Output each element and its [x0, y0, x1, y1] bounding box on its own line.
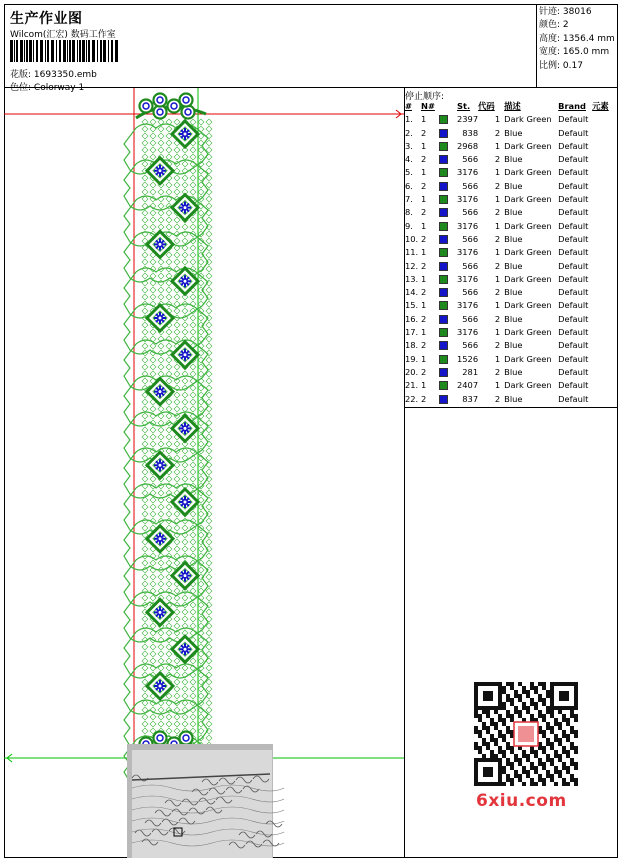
row-stitches: 838 [462, 127, 479, 138]
row-needle: 2 [421, 287, 427, 298]
row-stitches: 566 [462, 207, 479, 218]
row-element [592, 286, 617, 299]
row-brand: Default [558, 154, 589, 165]
row-element [592, 206, 617, 219]
row-stitches: 2407 [457, 380, 479, 391]
row-index: 11. [405, 247, 419, 258]
row-element [592, 273, 617, 286]
row-swatch [439, 366, 457, 379]
row-needle: 1 [421, 167, 427, 178]
stat-stitches: 针迹: 38016 [539, 7, 592, 17]
row-index: 19. [405, 353, 419, 364]
row-description: Dark Green [504, 327, 552, 338]
color-swatch [439, 328, 448, 337]
row-brand: Default [558, 380, 589, 391]
row-index: 15. [405, 300, 419, 311]
row-index: 8. [405, 207, 413, 218]
row-swatch [439, 206, 457, 219]
row-stitches: 3176 [457, 194, 479, 205]
row-swatch [439, 246, 457, 259]
row-needle: 1 [421, 300, 427, 311]
color-swatch [439, 168, 448, 177]
row-needle: 1 [421, 194, 427, 205]
barcode [10, 40, 120, 62]
design-file-line [10, 67, 97, 80]
row-code: 1 [494, 327, 501, 338]
row-needle: 1 [421, 140, 427, 151]
row-description: Dark Green [504, 140, 552, 151]
row-description: Blue [504, 366, 523, 377]
row-index: 3. [405, 140, 413, 151]
color-swatch [439, 368, 448, 377]
flower-motif [172, 342, 198, 368]
color-swatch [439, 208, 448, 217]
row-needle: 2 [421, 207, 427, 218]
row-needle: 2 [421, 154, 427, 165]
row-swatch [439, 113, 457, 126]
row-swatch [439, 353, 457, 366]
row-index: 1. [405, 114, 413, 125]
row-code: 2 [494, 366, 501, 377]
row-code: 2 [494, 127, 501, 138]
row-swatch [439, 379, 457, 392]
row-description: Blue [504, 393, 523, 404]
row-element [592, 127, 617, 140]
row-brand: Default [558, 313, 589, 324]
row-brand: Default [558, 167, 589, 178]
color-swatch [439, 275, 448, 284]
row-needle: 1 [421, 380, 427, 391]
row-element [592, 393, 617, 406]
flower-motif [147, 452, 173, 478]
row-index: 2. [405, 127, 413, 138]
table-row [405, 286, 617, 299]
color-swatch [439, 315, 448, 324]
row-brand: Default [558, 194, 589, 205]
table-row [405, 233, 617, 246]
stat-colors: 颜色: 2 [539, 20, 569, 31]
row-brand: Default [558, 247, 589, 258]
stat-scale: 比例: 0.17 [539, 60, 583, 71]
row-stitches: 3176 [457, 327, 479, 338]
flower-motif [147, 158, 173, 184]
row-index: 13. [405, 273, 419, 284]
row-brand: Default [558, 127, 589, 138]
row-swatch [439, 166, 457, 179]
row-stitches: 3176 [457, 220, 479, 231]
flower-motif [172, 121, 198, 147]
row-needle: 2 [421, 366, 427, 377]
row-code: 2 [494, 207, 501, 218]
row-index: 21. [405, 380, 419, 391]
stop-sequence-title: 停止顺序: [405, 92, 445, 102]
row-index: 4. [405, 154, 413, 165]
row-stitches: 3176 [457, 247, 479, 258]
stats-panel [536, 4, 618, 88]
col-code: 代码 [478, 101, 495, 111]
row-needle: 1 [421, 114, 427, 125]
table-row [405, 273, 617, 286]
row-stitches: 3176 [457, 273, 479, 284]
row-element [592, 260, 617, 273]
row-stitches: 566 [462, 154, 479, 165]
flower-motif [147, 305, 173, 331]
color-swatch [439, 195, 448, 204]
color-swatch [439, 155, 448, 164]
row-needle: 1 [421, 353, 427, 364]
row-code: 1 [494, 300, 501, 311]
table-row [405, 299, 617, 312]
row-needle: 2 [421, 180, 427, 191]
design-preview [4, 88, 405, 858]
color-swatch [439, 381, 448, 390]
row-index: 22. [405, 393, 419, 404]
row-code: 1 [494, 380, 501, 391]
row-element [592, 233, 617, 246]
row-description: Dark Green [504, 220, 552, 231]
page-title: 生产作业图 [10, 11, 83, 27]
row-code: 1 [494, 194, 501, 205]
row-swatch [439, 326, 457, 339]
row-element [592, 299, 617, 312]
design-file-name: 1693350.emb [33, 70, 97, 80]
col-index: # [405, 101, 412, 111]
row-stitches: 1526 [457, 353, 479, 364]
color-swatch [439, 235, 448, 244]
row-brand: Default [558, 353, 589, 364]
stop-sequence-table [405, 100, 617, 406]
col-brand: Brand [558, 101, 586, 111]
row-brand: Default [558, 207, 589, 218]
studio-name: Wilcom(汇宏) 数码工作室 [10, 30, 116, 40]
row-element [592, 180, 617, 193]
row-description: Dark Green [504, 273, 552, 284]
col-needle: N# [421, 101, 435, 111]
color-swatch [439, 248, 448, 257]
row-element [592, 339, 617, 352]
row-brand: Default [558, 180, 589, 191]
color-swatch [439, 182, 448, 191]
row-swatch [439, 313, 457, 326]
row-element [592, 326, 617, 339]
row-brand: Default [558, 287, 589, 298]
row-description: Blue [504, 207, 523, 218]
row-stitches: 281 [462, 366, 479, 377]
row-description: Blue [504, 340, 523, 351]
row-brand: Default [558, 327, 589, 338]
row-code: 2 [494, 260, 501, 271]
row-element [592, 313, 617, 326]
row-stitches: 3176 [457, 300, 479, 311]
row-code: 2 [494, 340, 501, 351]
row-element [592, 113, 617, 126]
row-stitches: 566 [462, 260, 479, 271]
color-swatch [439, 129, 448, 138]
row-description: Blue [504, 260, 523, 271]
row-element [592, 140, 617, 153]
row-description: Dark Green [504, 353, 552, 364]
flower-motif [172, 489, 198, 515]
row-stitches: 566 [462, 233, 479, 244]
table-row [405, 260, 617, 273]
row-stitches: 2968 [457, 140, 479, 151]
col-stitches: St. [457, 101, 471, 111]
row-description: Dark Green [504, 194, 552, 205]
row-swatch [439, 153, 457, 166]
embroidery-design [4, 88, 405, 858]
color-swatch [439, 301, 448, 310]
row-needle: 2 [421, 233, 427, 244]
table-row [405, 166, 617, 179]
row-code: 2 [494, 313, 501, 324]
row-swatch [439, 339, 457, 352]
row-swatch [439, 233, 457, 246]
row-description: Dark Green [504, 114, 552, 125]
table-row [405, 366, 617, 379]
color-swatch [439, 222, 448, 231]
row-stitches: 566 [462, 313, 479, 324]
row-brand: Default [558, 273, 589, 284]
table-row [405, 220, 617, 233]
row-element [592, 379, 617, 392]
table-row [405, 353, 617, 366]
row-description: Blue [504, 127, 523, 138]
row-stitches: 2397 [457, 114, 479, 125]
row-code: 2 [494, 233, 501, 244]
row-brand: Default [558, 260, 589, 271]
row-element [592, 353, 617, 366]
row-stitches: 837 [462, 393, 479, 404]
row-swatch [439, 140, 457, 153]
col-description: 描述 [504, 101, 521, 111]
color-swatch [439, 355, 448, 364]
row-brand: Default [558, 114, 589, 125]
row-swatch [439, 180, 457, 193]
row-code: 1 [494, 140, 501, 151]
row-index: 9. [405, 220, 413, 231]
row-description: Blue [504, 154, 523, 165]
row-needle: 1 [421, 327, 427, 338]
row-description: Blue [504, 287, 523, 298]
row-needle: 2 [421, 393, 427, 404]
table-row [405, 326, 617, 339]
table-row [405, 180, 617, 193]
row-swatch [439, 220, 457, 233]
colorway-name: Colorway 1 [33, 83, 85, 93]
flower-motif [172, 636, 198, 662]
row-stitches: 566 [462, 180, 479, 191]
col-element: 元素 [592, 101, 609, 111]
color-swatch [439, 115, 448, 124]
row-swatch [439, 260, 457, 273]
row-needle: 1 [421, 273, 427, 284]
row-element [592, 153, 617, 166]
row-stitches: 566 [462, 340, 479, 351]
row-description: Blue [504, 180, 523, 191]
row-index: 17. [405, 327, 419, 338]
row-index: 12. [405, 260, 419, 271]
stat-height: 高度: 1356.4 mm [539, 33, 615, 44]
row-brand: Default [558, 340, 589, 351]
row-description: Blue [504, 313, 523, 324]
color-swatch [439, 341, 448, 350]
row-swatch [439, 193, 457, 206]
row-index: 16. [405, 313, 419, 324]
row-needle: 2 [421, 340, 427, 351]
row-needle: 2 [421, 127, 427, 138]
row-needle: 2 [421, 313, 427, 324]
row-element [592, 246, 617, 259]
row-element [592, 166, 617, 179]
row-brand: Default [558, 220, 589, 231]
table-row [405, 140, 617, 153]
row-description: Dark Green [504, 380, 552, 391]
row-index: 5. [405, 167, 413, 178]
row-code: 2 [494, 287, 501, 298]
row-code: 1 [494, 114, 501, 125]
qr-code [470, 680, 582, 790]
watermark-logo: 6xiu.com [476, 791, 567, 811]
row-code: 2 [494, 180, 501, 191]
color-swatch [439, 262, 448, 271]
colorway-label: 色位: [10, 83, 32, 93]
row-needle: 1 [421, 220, 427, 231]
stat-width: 宽度: 165.0 mm [539, 47, 610, 58]
row-brand: Default [558, 393, 589, 404]
row-index: 18. [405, 340, 419, 351]
row-index: 10. [405, 233, 419, 244]
row-index: 20. [405, 366, 419, 377]
table-row [405, 193, 617, 206]
fabric-photo [127, 744, 284, 858]
table-row [405, 153, 617, 166]
table-row [405, 393, 617, 406]
row-index: 6. [405, 180, 413, 191]
table-row [405, 127, 617, 140]
header-panel [4, 4, 537, 93]
row-swatch [439, 299, 457, 312]
row-code: 2 [494, 393, 501, 404]
top-ring-cluster [136, 94, 206, 119]
table-header [405, 100, 617, 113]
row-brand: Default [558, 233, 589, 244]
color-swatch [439, 395, 448, 404]
col-swatch [439, 100, 457, 113]
row-code: 1 [494, 167, 501, 178]
row-stitches: 566 [462, 287, 479, 298]
row-brand: Default [558, 140, 589, 151]
row-brand: Default [558, 366, 589, 377]
row-code: 1 [494, 220, 501, 231]
table-row [405, 246, 617, 259]
table-row [405, 313, 617, 326]
row-element [592, 193, 617, 206]
row-element [592, 366, 617, 379]
stop-sequence-panel [405, 88, 618, 408]
row-description: Dark Green [504, 247, 552, 258]
table-row [405, 206, 617, 219]
table-row [405, 379, 617, 392]
row-swatch [439, 393, 457, 406]
row-needle: 1 [421, 247, 427, 258]
color-swatch [439, 288, 448, 297]
row-needle: 2 [421, 260, 427, 271]
row-description: Blue [504, 233, 523, 244]
row-index: 7. [405, 194, 413, 205]
color-swatch [439, 142, 448, 151]
row-description: Dark Green [504, 167, 552, 178]
row-code: 2 [494, 154, 501, 165]
table-row [405, 113, 617, 126]
row-code: 1 [494, 273, 501, 284]
row-stitches: 3176 [457, 167, 479, 178]
row-element [592, 220, 617, 233]
row-swatch [439, 273, 457, 286]
flower-motif [172, 563, 198, 589]
row-swatch [439, 286, 457, 299]
row-brand: Default [558, 300, 589, 311]
row-code: 1 [494, 247, 501, 258]
table-row [405, 339, 617, 352]
row-index: 14. [405, 287, 419, 298]
design-file-label: 花版: [10, 70, 32, 80]
row-swatch [439, 127, 457, 140]
row-code: 1 [494, 353, 501, 364]
row-description: Dark Green [504, 300, 552, 311]
